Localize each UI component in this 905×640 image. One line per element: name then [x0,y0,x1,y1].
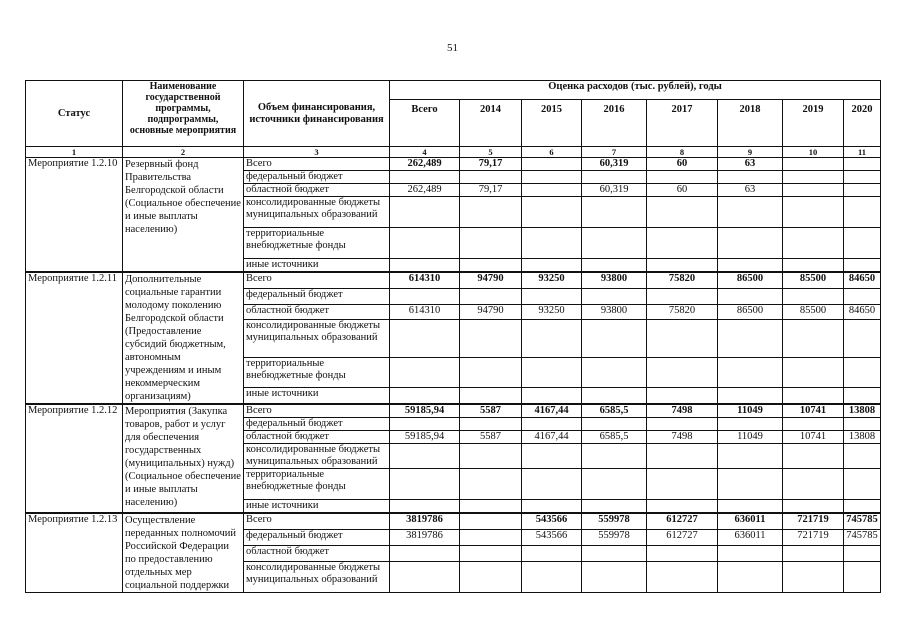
amount-cell: 93250 [522,272,582,288]
amount-cell: 3819786 [390,513,460,530]
amount-cell [647,562,718,593]
amount-cell [522,228,582,259]
header-year: 2014 [460,100,522,147]
amount-cell: 63 [718,158,783,171]
measure-name: Мероприятия (Закупка товаров, работ и услуг для обеспечения государственных (муниципальных) нужд) (Социальное обеспечение и иные выплаты населению) [123,404,244,513]
header-estimate: Оценка расходов (тыс. рублей), годы [390,81,881,100]
amount-cell [783,562,844,593]
amount-cell [844,228,881,259]
amount-cell [460,320,522,358]
amount-cell [522,259,582,273]
amount-cell [844,158,881,171]
funding-source: областной бюджет [244,304,390,320]
column-number: 7 [582,147,647,158]
column-number: 9 [718,147,783,158]
amount-cell: 93800 [582,304,647,320]
amount-cell [522,320,582,358]
header-row [26,81,881,100]
amount-cell [460,228,522,259]
amount-cell [582,546,647,562]
amount-cell: 60,319 [582,158,647,171]
amount-cell [647,444,718,469]
amount-cell [582,288,647,304]
amount-cell [522,171,582,184]
funding-source: Всего [244,272,390,288]
amount-cell [582,357,647,387]
amount-cell: 93800 [582,272,647,288]
amount-cell [647,288,718,304]
table-row [26,404,881,418]
header-year: 2019 [783,100,844,147]
amount-cell [783,357,844,387]
amount-cell: 84650 [844,272,881,288]
amount-cell [582,259,647,273]
amount-cell: 745785 [844,513,881,530]
funding-source: федеральный бюджет [244,418,390,431]
amount-cell [844,288,881,304]
amount-cell [647,357,718,387]
amount-cell [647,320,718,358]
amount-cell [844,184,881,197]
amount-cell [460,469,522,500]
amount-cell [783,259,844,273]
amount-cell: 5587 [460,404,522,418]
funding-source: федеральный бюджет [244,171,390,184]
amount-cell [844,171,881,184]
amount-cell [647,546,718,562]
amount-cell: 559978 [582,530,647,546]
funding-source: Всего [244,513,390,530]
amount-cell [844,546,881,562]
amount-cell [718,197,783,228]
header-year: 2017 [647,100,718,147]
amount-cell [582,444,647,469]
amount-cell: 614310 [390,272,460,288]
amount-cell [390,469,460,500]
amount-cell [783,320,844,358]
amount-cell [582,469,647,500]
amount-cell [718,228,783,259]
amount-cell [783,158,844,171]
amount-cell: 79,17 [460,184,522,197]
amount-cell: 262,489 [390,184,460,197]
amount-cell [522,546,582,562]
amount-cell [522,500,582,514]
amount-cell: 85500 [783,272,844,288]
amount-cell: 59185,94 [390,404,460,418]
amount-cell [647,171,718,184]
amount-cell: 79,17 [460,158,522,171]
funding-source: консолидированные бюджеты муниципальных образований [244,562,390,593]
amount-cell [460,418,522,431]
amount-cell: 721719 [783,530,844,546]
amount-cell: 94790 [460,304,522,320]
amount-cell [718,288,783,304]
amount-cell [460,562,522,593]
amount-cell [582,562,647,593]
amount-cell [390,197,460,228]
amount-cell [647,418,718,431]
header-year: 2020 [844,100,881,147]
funding-source: консолидированные бюджеты муниципальных образований [244,320,390,358]
amount-cell [460,444,522,469]
column-number: 2 [123,147,244,158]
funding-source: консолидированные бюджеты муниципальных образований [244,444,390,469]
amount-cell [783,500,844,514]
column-numbers-row [26,147,881,158]
column-number: 4 [390,147,460,158]
measure-name: Осуществление переданных полномочий Российской Федерации по предоставлению отдельных мер социальной поддержки [123,513,244,593]
amount-cell: 543566 [522,530,582,546]
amount-cell: 4167,44 [522,431,582,444]
amount-cell: 262,489 [390,158,460,171]
funding-source: областной бюджет [244,546,390,562]
amount-cell [460,259,522,273]
amount-cell: 75820 [647,272,718,288]
amount-cell: 59185,94 [390,431,460,444]
amount-cell [582,320,647,358]
funding-source: Всего [244,404,390,418]
amount-cell [390,500,460,514]
amount-cell [783,469,844,500]
amount-cell [460,513,522,530]
table-row [26,272,881,288]
measure-name: Дополнительные социальные гарантии молодому поколению Белгородской области (Предоставление субсидий бюджетным, автономным учреждениям и иным некоммерческим организациям) [123,272,244,404]
funding-source: иные источники [244,259,390,273]
column-number: 10 [783,147,844,158]
header-year: 2015 [522,100,582,147]
amount-cell [582,500,647,514]
table-row [26,513,881,530]
amount-cell: 745785 [844,530,881,546]
amount-cell: 10741 [783,404,844,418]
table-row [26,158,881,171]
funding-source: иные источники [244,388,390,404]
amount-cell [522,357,582,387]
amount-cell [647,197,718,228]
funding-source: областной бюджет [244,184,390,197]
amount-cell: 3819786 [390,530,460,546]
measure-status: Мероприятие 1.2.10 [26,158,123,273]
column-number: 5 [460,147,522,158]
amount-cell [718,357,783,387]
amount-cell [844,500,881,514]
amount-cell [647,259,718,273]
amount-cell [460,197,522,228]
amount-cell: 63 [718,184,783,197]
amount-cell: 13808 [844,404,881,418]
amount-cell [783,197,844,228]
amount-cell [783,288,844,304]
amount-cell [582,197,647,228]
column-number: 8 [647,147,718,158]
amount-cell [844,320,881,358]
amount-cell [460,288,522,304]
amount-cell [582,228,647,259]
amount-cell [582,388,647,404]
amount-cell: 10741 [783,431,844,444]
amount-cell [783,171,844,184]
amount-cell [460,357,522,387]
amount-cell [390,546,460,562]
amount-cell [522,184,582,197]
amount-cell [718,469,783,500]
amount-cell [844,388,881,404]
amount-cell [390,357,460,387]
amount-cell [522,469,582,500]
amount-cell [390,562,460,593]
measure-status: Мероприятие 1.2.11 [26,272,123,404]
amount-cell [844,469,881,500]
amount-cell [783,546,844,562]
funding-source: областной бюджет [244,431,390,444]
amount-cell: 85500 [783,304,844,320]
amount-cell: 5587 [460,431,522,444]
amount-cell [844,444,881,469]
amount-cell: 13808 [844,431,881,444]
amount-cell: 7498 [647,431,718,444]
amount-cell [390,228,460,259]
header-year: Всего [390,100,460,147]
header-status: Статус [26,81,123,147]
amount-cell: 11049 [718,431,783,444]
funding-source: территориальные внебюджетные фонды [244,469,390,500]
budget-table [25,80,881,593]
column-number: 3 [244,147,390,158]
amount-cell: 612727 [647,530,718,546]
column-number: 11 [844,147,881,158]
amount-cell: 86500 [718,304,783,320]
funding-source: территориальные внебюджетные фонды [244,357,390,387]
amount-cell [390,388,460,404]
amount-cell [718,418,783,431]
measure-status: Мероприятие 1.2.12 [26,404,123,513]
amount-cell [718,444,783,469]
amount-cell: 4167,44 [522,404,582,418]
amount-cell [390,320,460,358]
amount-cell [522,197,582,228]
amount-cell [522,288,582,304]
amount-cell [582,171,647,184]
amount-cell [390,259,460,273]
amount-cell [647,228,718,259]
amount-cell [522,158,582,171]
amount-cell: 60 [647,184,718,197]
amount-cell: 75820 [647,304,718,320]
amount-cell [647,388,718,404]
amount-cell [460,530,522,546]
amount-cell: 636011 [718,513,783,530]
amount-cell [390,288,460,304]
amount-cell [783,388,844,404]
amount-cell: 721719 [783,513,844,530]
amount-cell [783,444,844,469]
measure-status: Мероприятие 1.2.13 [26,513,123,593]
amount-cell [718,546,783,562]
amount-cell [647,500,718,514]
amount-cell: 60 [647,158,718,171]
amount-cell [718,320,783,358]
amount-cell: 612727 [647,513,718,530]
amount-cell: 6585,5 [582,431,647,444]
amount-cell [718,171,783,184]
amount-cell: 614310 [390,304,460,320]
amount-cell: 636011 [718,530,783,546]
column-number: 1 [26,147,123,158]
amount-cell [390,418,460,431]
amount-cell [647,469,718,500]
amount-cell [390,444,460,469]
amount-cell: 84650 [844,304,881,320]
amount-cell [460,546,522,562]
amount-cell: 60,319 [582,184,647,197]
amount-cell [783,184,844,197]
amount-cell [460,171,522,184]
amount-cell [522,444,582,469]
funding-source: территориальные внебюджетные фонды [244,228,390,259]
amount-cell [783,228,844,259]
amount-cell [460,500,522,514]
amount-cell [390,171,460,184]
header-year: 2018 [718,100,783,147]
amount-cell: 11049 [718,404,783,418]
amount-cell: 93250 [522,304,582,320]
amount-cell [718,259,783,273]
header-name: Наименование государственной программы, подпрограммы, основные мероприятия [123,81,244,147]
amount-cell [522,562,582,593]
column-number: 6 [522,147,582,158]
funding-source: Всего [244,158,390,171]
funding-source: федеральный бюджет [244,530,390,546]
amount-cell [718,562,783,593]
amount-cell [522,418,582,431]
amount-cell: 94790 [460,272,522,288]
amount-cell: 6585,5 [582,404,647,418]
funding-source: иные источники [244,500,390,514]
page-number: 51 [447,42,458,54]
header-year: 2016 [582,100,647,147]
amount-cell [718,388,783,404]
measure-name: Резервный фонд Правительства Белгородской области (Социальное обеспечение и иные выплаты населению) [123,158,244,273]
amount-cell [844,562,881,593]
amount-cell [844,197,881,228]
amount-cell [844,259,881,273]
funding-source: консолидированные бюджеты муниципальных образований [244,197,390,228]
amount-cell: 543566 [522,513,582,530]
header-volume: Объем финансирования, источники финансирования [244,81,390,147]
amount-cell [844,418,881,431]
amount-cell: 7498 [647,404,718,418]
amount-cell [783,418,844,431]
amount-cell [844,357,881,387]
amount-cell: 86500 [718,272,783,288]
amount-cell [460,388,522,404]
amount-cell: 559978 [582,513,647,530]
amount-cell [522,388,582,404]
funding-source: федеральный бюджет [244,288,390,304]
amount-cell [582,418,647,431]
amount-cell [718,500,783,514]
